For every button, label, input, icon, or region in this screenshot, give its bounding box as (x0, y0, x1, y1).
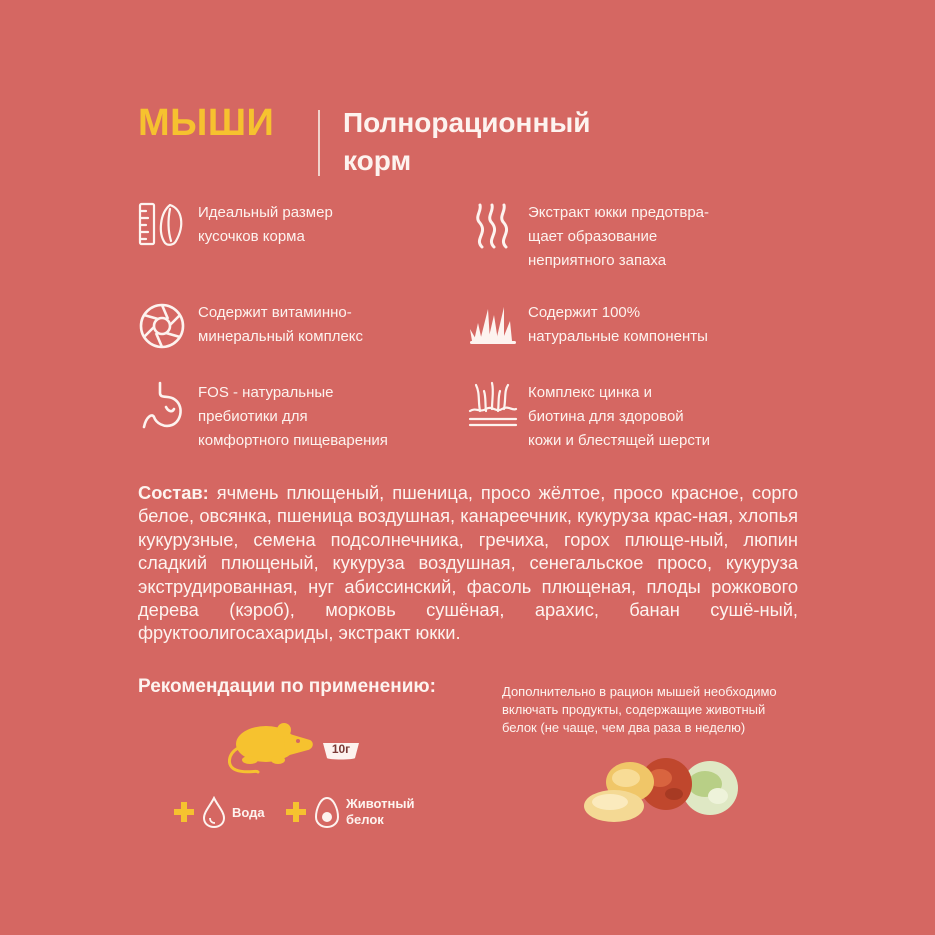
subtitle-line-2: корм (343, 145, 412, 176)
seed-size-icon (138, 201, 188, 251)
vitamin-aperture-icon (138, 301, 188, 351)
title-divider (318, 110, 320, 176)
grass-icon (468, 301, 518, 351)
feature-text: Комплекс цинка и биотина для здоровой кожи и блестящей шерсти (528, 384, 711, 449)
composition-label: Состав: (138, 482, 209, 503)
composition-paragraph (138, 481, 798, 645)
portion-amount: 10г (331, 742, 351, 756)
composition-text: ячмень плющеный, пшеница, просо жёлтое, просо красное, сорго белое, овсянка, пшеница воздушная, канареечник, кукуруза крас-ная, хлопья кукурузные, семена подсолнечника, гречиха, горох плюще-ный, люпин сладкий плющеный, кукуруза воздушная, сенегальское просо, кукуруза экструдированная, нуг абиссинский, фасоль плющеная, плоды рожкового дерева (кэроб), морковь сушёная, арахис, банан сушё-ный, фруктоолигосахариды, экстракт юкки. (138, 482, 798, 644)
feature-text: Идеальный размер кусочков корма (198, 204, 333, 245)
subtitle-line-1: Полнорационный (343, 107, 591, 138)
stomach-icon (138, 381, 188, 431)
feature-text: Содержит 100% натуральные компоненты (528, 304, 708, 345)
feature-text: FOS - натуральные пребиотики для комфортного пищеварения (198, 384, 388, 449)
product-subtitle (343, 104, 591, 180)
plus-icon (174, 802, 194, 822)
hair-follicle-icon (468, 381, 518, 431)
protein-supplement-note: Дополнительно в рацион мышей необходимо включать продукты, содержащие животный белок (не чаще, чем два раза в неделю) (502, 684, 777, 735)
feature-text: Содержит витаминно- минеральный комплекс (198, 304, 364, 345)
plus-icon (286, 802, 306, 822)
water-label: Вода (232, 805, 265, 820)
odor-waves-icon (468, 201, 518, 251)
water-drop-icon (202, 796, 226, 828)
product-title: МЫШИ (138, 102, 275, 144)
protein-food-illustration (580, 740, 750, 825)
feature-text: Экстракт юкки предотвра- щает образование неприятного запаха (528, 204, 710, 269)
protein-label (346, 796, 415, 828)
protein-label-line-2: белок (346, 812, 384, 827)
mouse-icon (228, 714, 323, 776)
recommendations-title: Рекомендации по применению: (138, 676, 436, 697)
protein-label-line-1: Животный (346, 796, 415, 811)
egg-icon (314, 796, 340, 828)
